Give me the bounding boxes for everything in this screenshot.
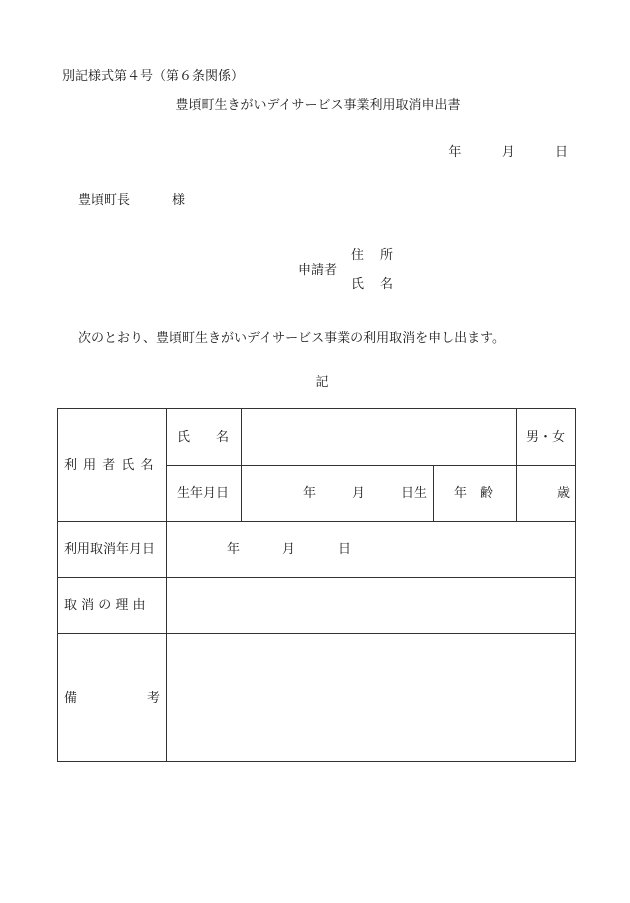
cancellation-form-table — [57, 408, 576, 762]
applicant-label: 申請者 — [298, 263, 338, 278]
remarks-field[interactable] — [167, 634, 576, 761]
birth-month-label: 月 — [352, 486, 366, 501]
reason-field[interactable] — [167, 578, 576, 632]
addressee-name: 豊頃町長 — [78, 193, 131, 208]
statement: 次のとおり、豊頃町生きがいデイサービス事業の利用取消を申し出ます。 — [78, 331, 506, 346]
gender-options[interactable]: 男・女 — [526, 430, 566, 445]
address-label: 住所 — [351, 248, 410, 263]
age-label: 年 齢 — [454, 486, 494, 501]
addressee-honorific: 様 — [172, 193, 186, 208]
age-unit: 歳 — [557, 486, 571, 501]
user-name-header: 利 用 者 氏 名 — [64, 458, 155, 473]
date-year-label: 年 — [448, 145, 462, 160]
reason-label: 取 消 の 理 由 — [64, 598, 146, 613]
column-divider — [516, 409, 517, 521]
row-divider — [166, 465, 576, 466]
addressee — [78, 194, 185, 207]
document-title: 豊頃町生きがいデイサービス事業利用取消申出書 — [175, 98, 461, 113]
row-divider — [58, 521, 576, 522]
cancel-year-label: 年 — [227, 542, 241, 557]
remarks-label-right: 考 — [147, 691, 161, 706]
birth-year-label: 年 — [303, 486, 317, 501]
name-label: 氏 名 — [177, 430, 230, 445]
applicant-name-label: 氏名 — [351, 277, 410, 292]
date-day-label: 日 — [554, 145, 568, 160]
date-month-label: 月 — [501, 145, 515, 160]
cancel-date-label: 利用取消年月日 — [64, 542, 156, 557]
cancel-day-label: 日 — [338, 542, 352, 557]
birth-day-label: 日生 — [401, 486, 428, 501]
remarks-label-left: 備 — [64, 691, 78, 706]
form-number: 別記様式第４号（第６条関係） — [62, 69, 245, 84]
ki-heading: 記 — [315, 375, 329, 390]
date-line — [448, 146, 568, 159]
column-divider — [433, 465, 434, 521]
cancel-month-label: 月 — [282, 542, 296, 557]
name-value-field[interactable] — [242, 410, 515, 464]
birthdate-label: 生年月日 — [177, 486, 230, 501]
